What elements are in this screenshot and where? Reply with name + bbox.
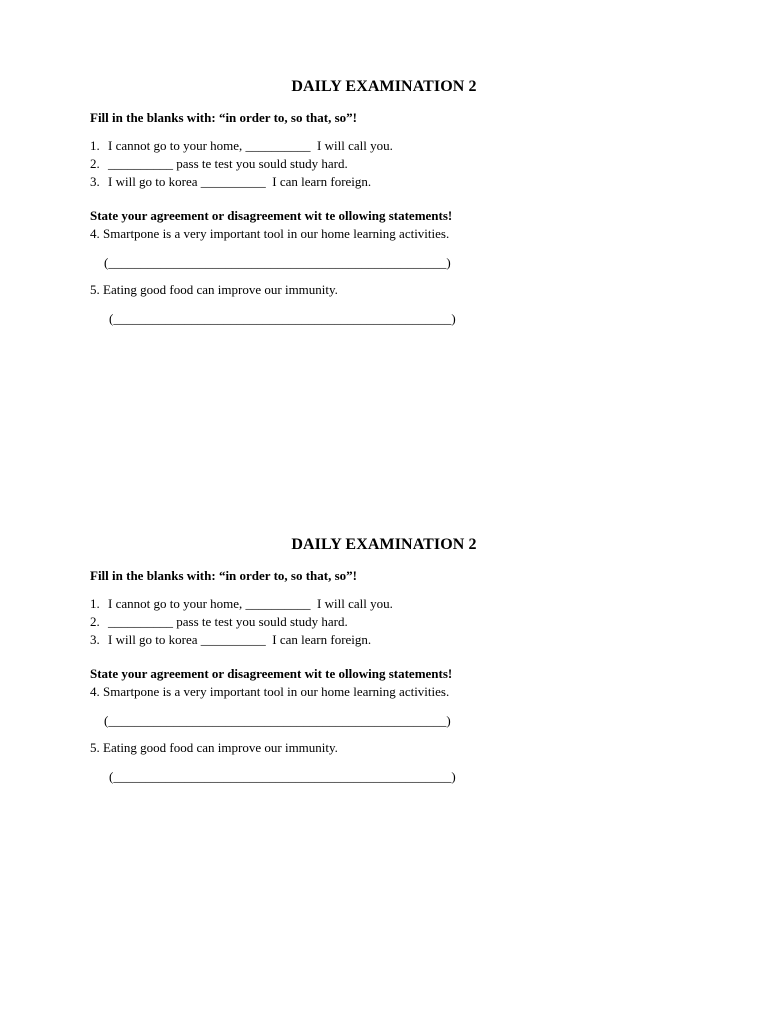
answer-line-5: (____________________________________________________) xyxy=(109,769,456,784)
fill-item xyxy=(90,156,348,172)
statement-4: 4. Smartpone is a very important tool in our home learning activities. xyxy=(90,226,450,241)
item-number: 2. xyxy=(90,614,100,629)
item-text: __________ pass te test you sould study hard. xyxy=(108,614,348,629)
item-text: __________ pass te test you sould study hard. xyxy=(108,156,348,171)
item-text: I will go to korea __________ I can learn foreign. xyxy=(108,632,372,647)
worksheet-title: DAILY EXAMINATION 2 xyxy=(291,78,477,95)
statement-5: 5. Eating good food can improve our immunity. xyxy=(90,282,338,297)
fill-item xyxy=(90,632,371,648)
item-text: I will go to korea __________ I can learn foreign. xyxy=(108,174,372,189)
agreement-instruction: State your agreement or disagreement wit te ollowing statements! xyxy=(90,666,453,681)
answer-line-4: (____________________________________________________) xyxy=(104,713,451,728)
statement-4: 4. Smartpone is a very important tool in our home learning activities. xyxy=(90,684,450,699)
item-number: 3. xyxy=(90,632,100,647)
fill-item xyxy=(90,138,393,154)
worksheet-1 xyxy=(0,0,768,330)
fill-item xyxy=(90,614,348,630)
fill-item xyxy=(90,596,393,612)
worksheet-2 xyxy=(0,458,768,788)
item-text: I cannot go to your home, __________ I will call you. xyxy=(108,138,393,153)
agreement-instruction: State your agreement or disagreement wit te ollowing statements! xyxy=(90,208,453,223)
item-text: I cannot go to your home, __________ I will call you. xyxy=(108,596,393,611)
fill-in-instruction: Fill in the blanks with: “in order to, so that, so”! xyxy=(90,110,358,125)
item-number: 1. xyxy=(90,596,100,611)
answer-line-4: (____________________________________________________) xyxy=(104,255,451,270)
statement-5: 5. Eating good food can improve our immunity. xyxy=(90,740,338,755)
item-number: 3. xyxy=(90,174,100,189)
item-number: 1. xyxy=(90,138,100,153)
item-number: 2. xyxy=(90,156,100,171)
fill-in-instruction: Fill in the blanks with: “in order to, so that, so”! xyxy=(90,568,358,583)
fill-item xyxy=(90,174,371,190)
answer-line-5: (____________________________________________________) xyxy=(109,311,456,326)
worksheet-title: DAILY EXAMINATION 2 xyxy=(291,536,477,553)
